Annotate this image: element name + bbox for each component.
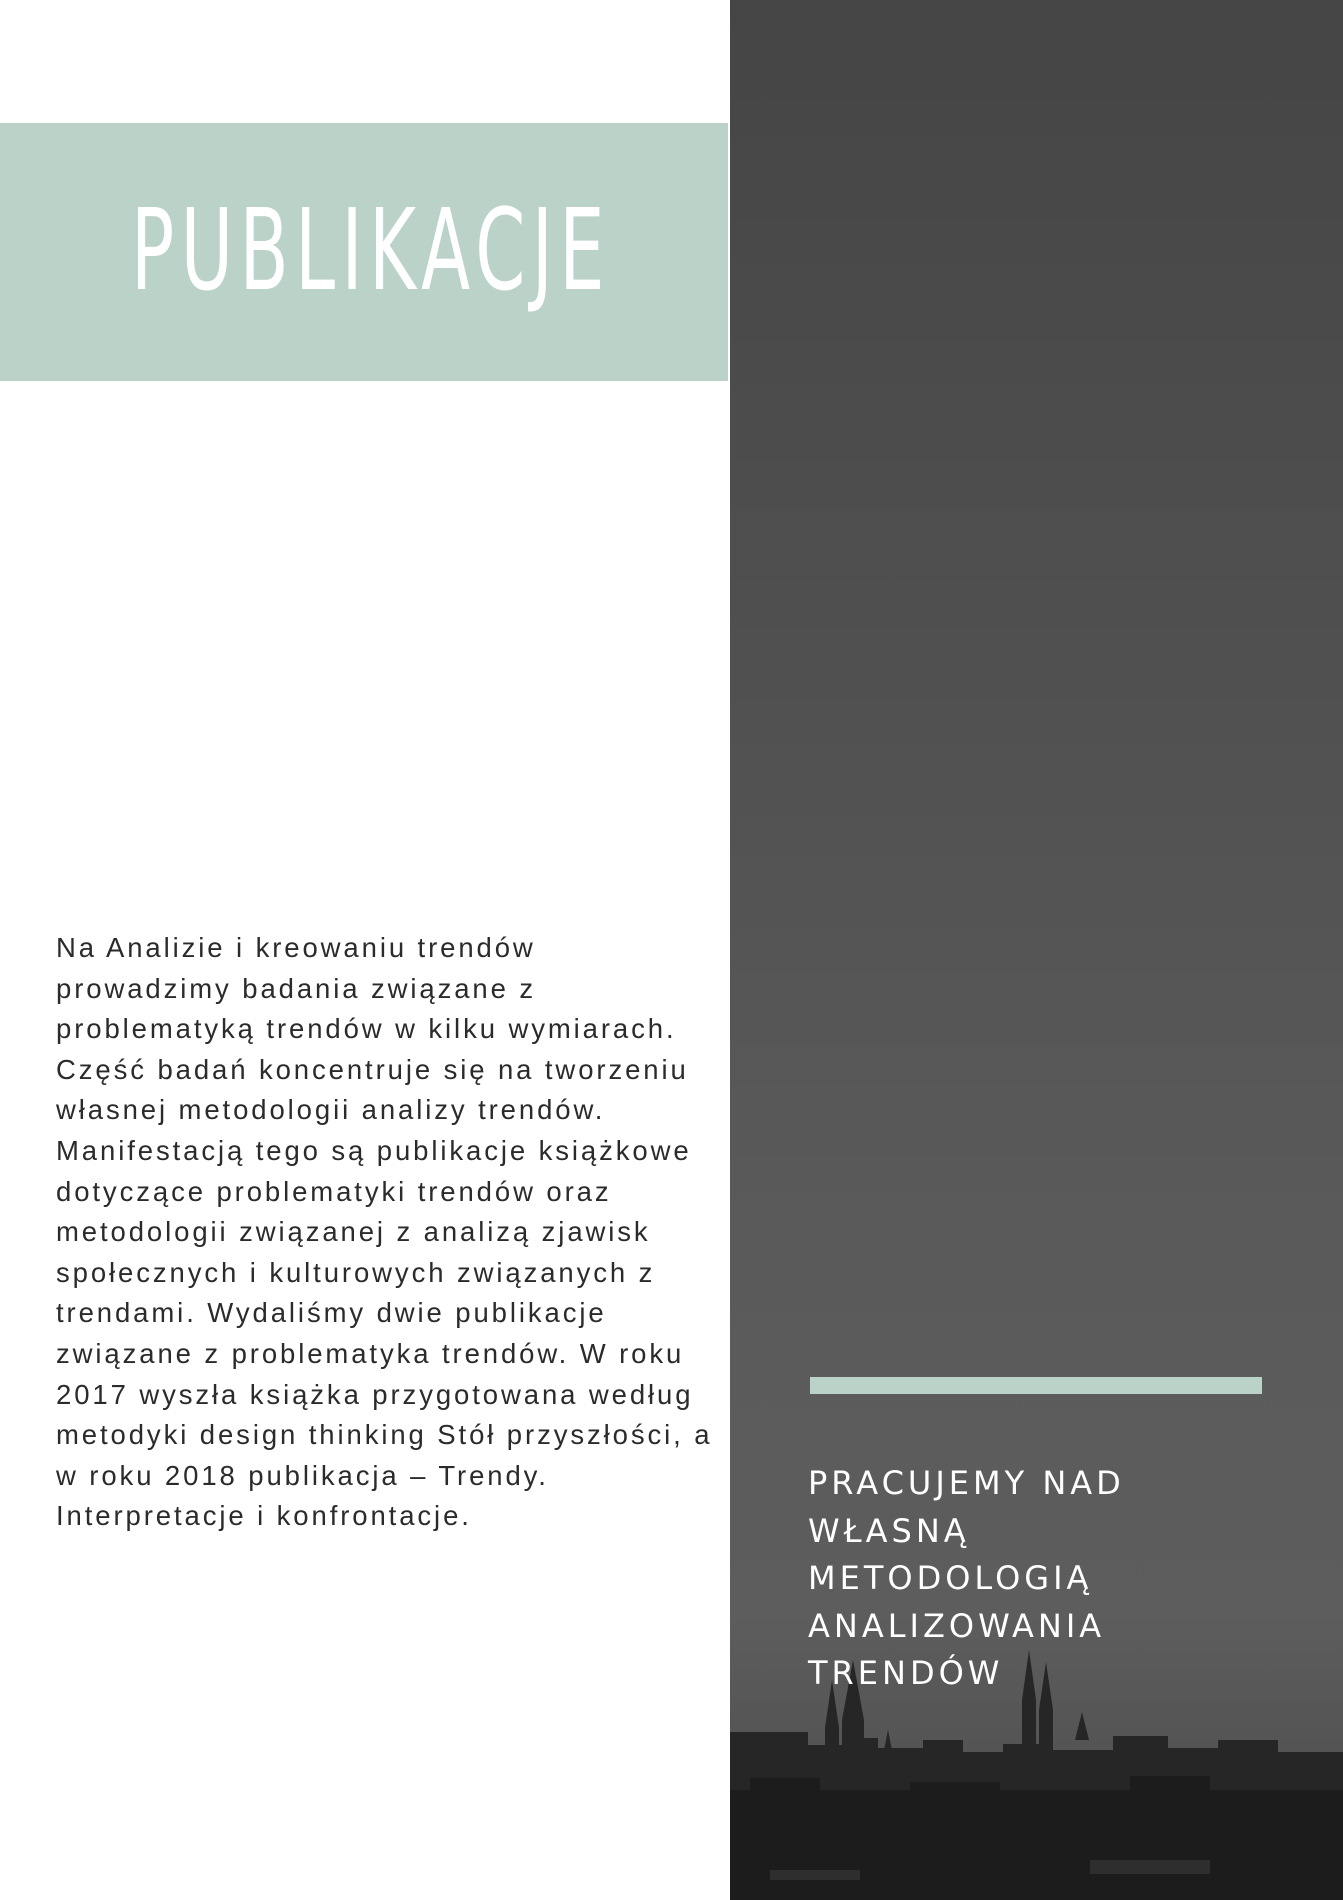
body-paragraph: Na Analizie i kreowaniu trendów prowadzimy badania związane z problematyką trendów w kilku wymiarach. Część badań koncentruje się na tworzeniu własnej metodologii analizy trendów. Manifestacją tego są publikacje książkowe dotyczące problematyki trendów oraz metodologii związanej z analizą zjawisk społecznych i kulturowych związanych z trendami. Wydaliśmy dwie publikacje związane z problematyka trendów. W roku 2017 wyszła książka przygotowana według metodyki design thinking Stół przyszłości, a w roku 2018 publikacja – Trendy. Interpretacje i konfrontacje. [56, 932, 713, 1532]
photo-panel [730, 0, 1343, 1900]
tagline-line: WŁASNĄ [808, 1511, 970, 1550]
tagline-line: TRENDÓW [808, 1654, 1004, 1692]
tagline-line: METODOLOGIĄ [808, 1559, 1093, 1597]
page-title: PUBLIKACJE [131, 186, 611, 316]
tagline [808, 1460, 1288, 1698]
tagline-line: ANALIZOWANIA [808, 1606, 1106, 1645]
accent-bar [810, 1377, 1262, 1394]
title-band [0, 123, 728, 381]
tagline-line: PRACUJEMY NAD [808, 1464, 1125, 1502]
